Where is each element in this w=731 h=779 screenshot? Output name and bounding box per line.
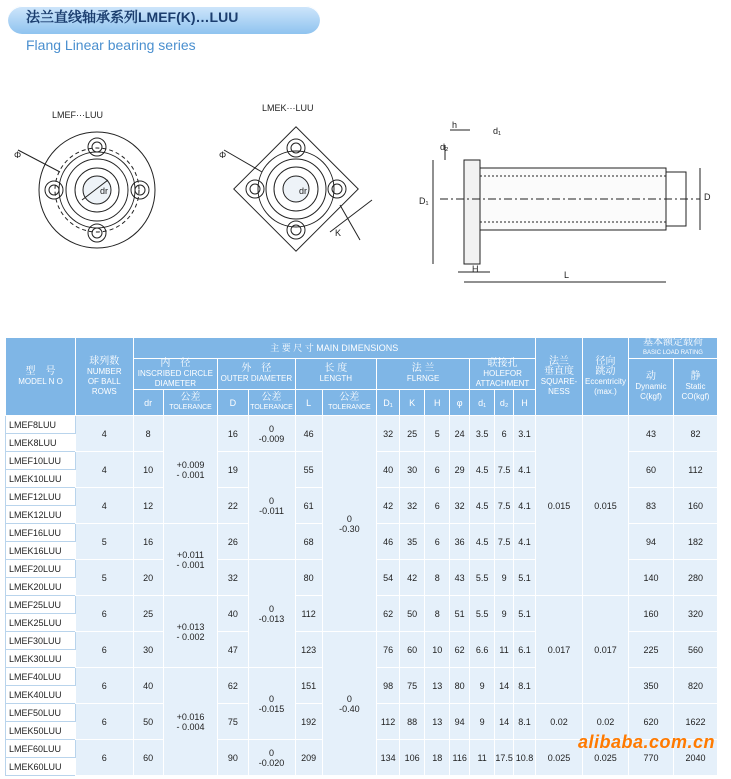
D-tolerance-cell: 0 -0.011 (248, 452, 295, 560)
h-cell: 5.1 (513, 596, 535, 632)
H-cell: 18 (425, 740, 450, 776)
D-cell: 40 (218, 596, 248, 632)
D-tolerance-cell: 0 -0.009 (248, 416, 295, 452)
static-load-cell: 160 (673, 488, 717, 524)
eccentricity-cell: 0.025 (583, 740, 629, 776)
dynamic-load-cell: 160 (629, 596, 674, 632)
ball-rows-cell: 5 (76, 560, 134, 596)
model-cell: LMEK60LUU (6, 758, 76, 776)
D1-col-header: D₁ (377, 390, 400, 416)
D-cell: 62 (218, 668, 248, 704)
dynamic-load-cell: 43 (629, 416, 674, 452)
dr-cell: 25 (133, 596, 163, 632)
d2-label: d₂ (440, 142, 449, 152)
model-cell: LMEF25LUU (6, 596, 76, 614)
model-cell: LMEK16LUU (6, 542, 76, 560)
h-cell: 4.1 (513, 488, 535, 524)
squareness-header: 法兰 垂直度 SQUARE- NESS (535, 338, 582, 416)
D1-cell: 98 (377, 668, 400, 704)
lmef-front-view (18, 132, 155, 248)
dr-tolerance-cell: +0.009 - 0.001 (163, 416, 217, 524)
d1-cell: 5.5 (470, 596, 495, 632)
D1-label: D₁ (419, 196, 429, 206)
ball-rows-cell: 4 (76, 488, 134, 524)
dynamic-load-cell: 350 (629, 668, 674, 704)
d1-cell: 6.6 (470, 632, 495, 668)
d1-cell: 4.5 (470, 452, 495, 488)
dynamic-load-cell: 60 (629, 452, 674, 488)
phi-cell: 94 (450, 704, 470, 740)
phi-cell: 43 (450, 560, 470, 596)
d2-cell: 6 (495, 416, 514, 452)
h-small-label: h (452, 120, 458, 130)
ball-rows-cell: 6 (76, 632, 134, 668)
main-dimensions-header: 主 要 尺 寸 MAIN DIMENSIONS (133, 338, 535, 359)
lmef-drawing-label: LMEF···LUU (52, 110, 103, 120)
H-cell: 6 (425, 524, 450, 560)
H-label: H (472, 264, 479, 274)
d1-label: d₁ (493, 126, 502, 136)
static-load-cell: 820 (673, 668, 717, 704)
technical-drawings (0, 90, 731, 335)
ball-rows-cell: 4 (76, 452, 134, 488)
flange-header: 法 兰 FLRNGE (377, 359, 470, 390)
h-cell: 3.1 (513, 416, 535, 452)
L-cell: 209 (295, 740, 322, 776)
phi-col-header: φ (450, 390, 470, 416)
lmek-front-view (224, 127, 372, 251)
phi-cell: 51 (450, 596, 470, 632)
d2-col-header: d₂ (495, 390, 514, 416)
K-cell: 25 (400, 416, 425, 452)
squareness-cell: 0.025 (535, 740, 582, 776)
K-cell: 32 (400, 488, 425, 524)
dr-cell: 40 (133, 668, 163, 704)
dr-tolerance-header: 公差 TOLERANCE (163, 390, 217, 416)
H-cell: 5 (425, 416, 450, 452)
model-cell: LMEK12LUU (6, 506, 76, 524)
model-cell: LMEK25LUU (6, 614, 76, 632)
static-load-cell: 1622 (673, 704, 717, 740)
eccentricity-cell: 0.02 (583, 704, 629, 740)
dynamic-load-cell: 140 (629, 560, 674, 596)
dr-cell: 16 (133, 524, 163, 560)
H-cell: 13 (425, 704, 450, 740)
d1-cell: 4.5 (470, 488, 495, 524)
L-tolerance-header: 公差 TOLERANCE (322, 390, 376, 416)
D-cell: 90 (218, 740, 248, 776)
d2-cell: 9 (495, 596, 514, 632)
D1-cell: 112 (377, 704, 400, 740)
squareness-cell: 0.017 (535, 596, 582, 704)
h-cell: 6.1 (513, 632, 535, 668)
model-cell: LMEK50LUU (6, 722, 76, 740)
D1-cell: 62 (377, 596, 400, 632)
dynamic-load-cell: 83 (629, 488, 674, 524)
H-cell: 8 (425, 596, 450, 632)
L-cell: 80 (295, 560, 322, 596)
D-col-header: D (218, 390, 248, 416)
static-load-cell: 82 (673, 416, 717, 452)
d1-col-header: d₁ (470, 390, 495, 416)
K-cell: 88 (400, 704, 425, 740)
dr-cell: 50 (133, 704, 163, 740)
phi-cell: 80 (450, 668, 470, 704)
h-cell: 8.1 (513, 704, 535, 740)
L-cell: 68 (295, 524, 322, 560)
ball-rows-cell: 6 (76, 740, 134, 776)
K-cell: 75 (400, 668, 425, 704)
D-cell: 26 (218, 524, 248, 560)
load-rating-header: 基本额定载荷 BASIC LOAD RATING (629, 338, 718, 359)
dr-tolerance-cell: +0.011 - 0.001 (163, 524, 217, 596)
ball-rows-header: 球列数 NUMBER OF BALL ROWS (76, 338, 134, 416)
dr-label-square: dr (299, 186, 308, 196)
model-cell: LMEK10LUU (6, 470, 76, 488)
L-tolerance-cell: 0 -0.30 (322, 416, 376, 632)
phi-label: Φ (14, 150, 22, 160)
model-cell: LMEF30LUU (6, 632, 76, 650)
static-load-cell: 2040 (673, 740, 717, 776)
D-cell: 22 (218, 488, 248, 524)
eccentricity-cell: 0.017 (583, 596, 629, 704)
dr-cell: 12 (133, 488, 163, 524)
D-cell: 16 (218, 416, 248, 452)
d2-cell: 7.5 (495, 488, 514, 524)
D-tolerance-cell: 0 -0.020 (248, 740, 295, 776)
page-subtitle: Flang Linear bearing series (26, 37, 196, 53)
static-load-cell: 112 (673, 452, 717, 488)
L-cell: 192 (295, 704, 322, 740)
L-tolerance-cell: 0 -0.40 (322, 632, 376, 776)
ball-rows-cell: 6 (76, 704, 134, 740)
dr-cell: 60 (133, 740, 163, 776)
model-cell: LMEF8LUU (6, 416, 76, 434)
D-tolerance-cell: 0 -0.015 (248, 668, 295, 740)
table-row (6, 416, 718, 434)
dr-cell: 30 (133, 632, 163, 668)
D-tolerance-cell: 0 -0.013 (248, 560, 295, 668)
d1-cell: 9 (470, 668, 495, 704)
dynamic-load-cell: 94 (629, 524, 674, 560)
ball-rows-cell: 6 (76, 668, 134, 704)
model-cell: LMEF12LUU (6, 488, 76, 506)
d2-cell: 9 (495, 560, 514, 596)
H-col-header: H (425, 390, 450, 416)
dr-col-header: dr (133, 390, 163, 416)
L-cell: 123 (295, 632, 322, 668)
ball-rows-cell: 5 (76, 524, 134, 560)
static-load-cell: 182 (673, 524, 717, 560)
h-cell: 5.1 (513, 560, 535, 596)
length-header: 长 度 LENGTH (295, 359, 377, 390)
phi-cell: 62 (450, 632, 470, 668)
model-cell: LMEF20LUU (6, 560, 76, 578)
phi-cell: 32 (450, 488, 470, 524)
static-load-cell: 280 (673, 560, 717, 596)
L-cell: 151 (295, 668, 322, 704)
h-cell: 4.1 (513, 524, 535, 560)
L-label: L (564, 270, 570, 280)
model-cell: LMEK20LUU (6, 578, 76, 596)
H-cell: 8 (425, 560, 450, 596)
dynamic-load-cell: 620 (629, 704, 674, 740)
specification-table (5, 337, 718, 776)
static-load-cell: 320 (673, 596, 717, 632)
model-header: 型 号 MODEL N O (6, 338, 76, 416)
dr-tolerance-cell: +0.013 - 0.002 (163, 596, 217, 668)
D-cell: 47 (218, 632, 248, 668)
dynamic-load-header: 动 Dynamic C(kgf) (629, 359, 674, 416)
d1-cell: 5.5 (470, 560, 495, 596)
D-tolerance-header: 公差 TOLERANCE (248, 390, 295, 416)
D1-cell: 134 (377, 740, 400, 776)
d1-cell: 9 (470, 704, 495, 740)
D-label: D (704, 192, 711, 202)
K-cell: 35 (400, 524, 425, 560)
outer-diameter-header: 外 径 OUTER DIAMETER (218, 359, 295, 390)
k-label: K (335, 228, 342, 238)
model-cell: LMEF60LUU (6, 740, 76, 758)
L-cell: 112 (295, 596, 322, 632)
static-load-header: 静 Static CO(kgf) (673, 359, 717, 416)
L-cell: 61 (295, 488, 322, 524)
phi-cell: 29 (450, 452, 470, 488)
H-cell: 10 (425, 632, 450, 668)
d2-cell: 7.5 (495, 452, 514, 488)
D1-cell: 32 (377, 416, 400, 452)
d2-cell: 11 (495, 632, 514, 668)
K-cell: 42 (400, 560, 425, 596)
d2-cell: 7.5 (495, 524, 514, 560)
d1-cell: 4.5 (470, 524, 495, 560)
ball-rows-cell: 6 (76, 596, 134, 632)
d2-cell: 14 (495, 704, 514, 740)
eccentricity-cell: 0.015 (583, 416, 629, 596)
h-cell: 8.1 (513, 668, 535, 704)
H-cell: 6 (425, 452, 450, 488)
attachment-hole-header: 联接孔 HOLEFOR ATTACHMENT (470, 359, 536, 390)
dynamic-load-cell: 770 (629, 740, 674, 776)
D1-cell: 46 (377, 524, 400, 560)
model-cell: LMEK8LUU (6, 434, 76, 452)
H-cell: 13 (425, 668, 450, 704)
K-cell: 50 (400, 596, 425, 632)
D-cell: 32 (218, 560, 248, 596)
phi-cell: 36 (450, 524, 470, 560)
D1-cell: 54 (377, 560, 400, 596)
phi-cell: 116 (450, 740, 470, 776)
watermark: alibaba.com.cn (577, 732, 715, 752)
model-cell: LMEF40LUU (6, 668, 76, 686)
D1-cell: 76 (377, 632, 400, 668)
L-cell: 55 (295, 452, 322, 488)
inner-diameter-header: 内 径 INSCRIBED CIRCLE DIAMETER (133, 359, 218, 390)
squareness-cell: 0.02 (535, 704, 582, 740)
K-cell: 106 (400, 740, 425, 776)
H-cell: 6 (425, 488, 450, 524)
dr-label: dr (100, 186, 109, 196)
L-col-header: L (295, 390, 322, 416)
lmek-drawing-label: LMEK···LUU (262, 103, 314, 113)
side-section-view (433, 130, 700, 282)
d2-cell: 17.5 (495, 740, 514, 776)
squareness-cell: 0.015 (535, 416, 582, 596)
model-cell: LMEF50LUU (6, 704, 76, 722)
D-cell: 19 (218, 452, 248, 488)
model-cell: LMEF10LUU (6, 452, 76, 470)
model-cell: LMEK30LUU (6, 650, 76, 668)
D-cell: 75 (218, 704, 248, 740)
K-cell: 60 (400, 632, 425, 668)
K-col-header: K (400, 390, 425, 416)
d1-cell: 11 (470, 740, 495, 776)
dr-cell: 8 (133, 416, 163, 452)
page-title: 法兰直线轴承系列LMEF(K)…LUU (26, 9, 239, 25)
phi-label-square: Φ (219, 150, 227, 160)
model-cell: LMEK40LUU (6, 686, 76, 704)
h-cell: 4.1 (513, 452, 535, 488)
dynamic-load-cell: 225 (629, 632, 674, 668)
dr-cell: 10 (133, 452, 163, 488)
D1-cell: 42 (377, 488, 400, 524)
eccentricity-header: 径向 跳动 Eccentricity (max.) (583, 338, 629, 416)
model-cell: LMEF16LUU (6, 524, 76, 542)
dr-cell: 20 (133, 560, 163, 596)
dr-tolerance-cell: +0.016 - 0.004 (163, 668, 217, 776)
K-cell: 30 (400, 452, 425, 488)
D1-cell: 40 (377, 452, 400, 488)
h-cell: 10.8 (513, 740, 535, 776)
phi-cell: 24 (450, 416, 470, 452)
d2-cell: 14 (495, 668, 514, 704)
ball-rows-cell: 4 (76, 416, 134, 452)
h-col-header: H (513, 390, 535, 416)
static-load-cell: 560 (673, 632, 717, 668)
L-cell: 46 (295, 416, 322, 452)
d1-cell: 3.5 (470, 416, 495, 452)
